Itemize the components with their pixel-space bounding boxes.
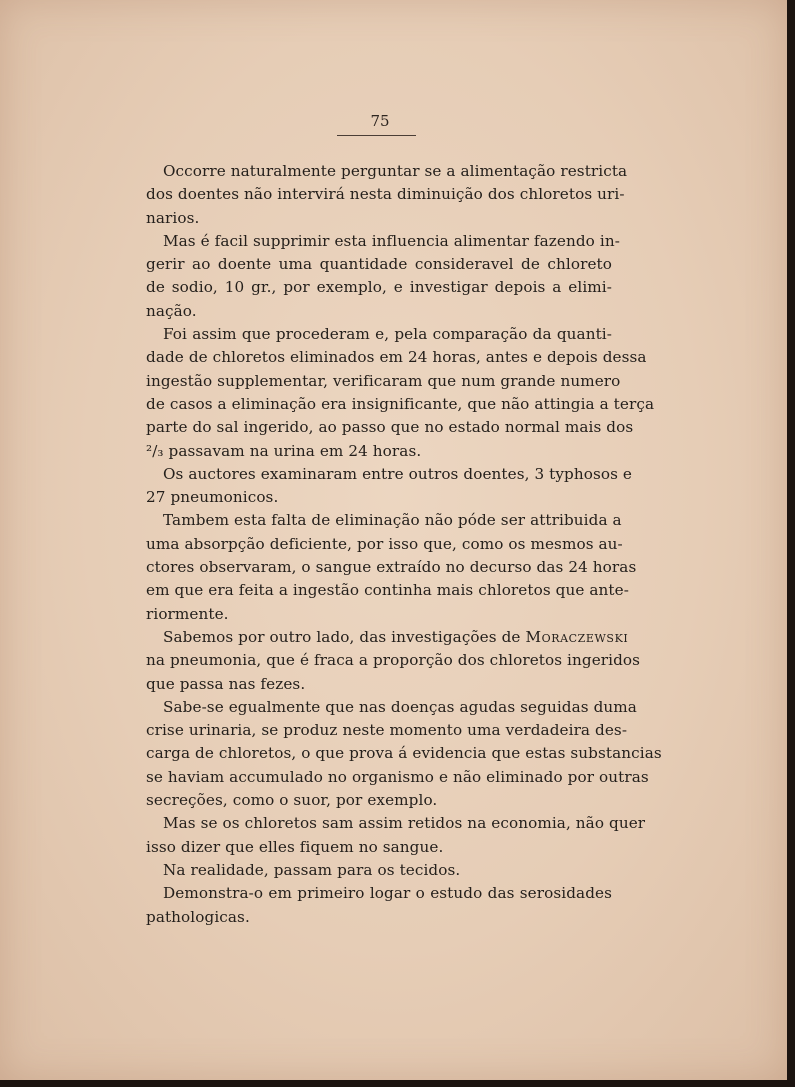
paragraph — [146, 230, 620, 323]
text-line: uma absorpção deficiente, por isso que, como os mesmos au- — [146, 534, 623, 553]
body-text — [146, 160, 662, 929]
text-line: se haviam accumulado no organismo e não eliminado por outras — [146, 767, 649, 786]
text-line — [146, 626, 629, 649]
text-line: ingestão supplementar, verificaram que num grande numero — [146, 371, 621, 390]
text-line: que passa nas fezes. — [146, 674, 306, 693]
text-line: Tambem esta falta de eliminação não póde ser attribuida a — [163, 511, 622, 530]
text-line: dade de chloretos eliminados em 24 horas, antes e depois dessa — [146, 348, 647, 367]
text-line: Sabe-se egualmente que nas doenças agudas seguidas duma — [163, 697, 637, 716]
text-line: Foi assim que procederam e, pela comparação da quanti- — [163, 325, 612, 344]
text-line: ²/₃ passavam na urina em 24 horas. — [146, 441, 422, 460]
text-line: de casos a eliminação era insignificante, que não attingia a terça — [146, 394, 655, 413]
text-line: gerir ao doente uma quantidade consideravel de chloreto — [146, 255, 612, 274]
paragraph — [146, 323, 655, 463]
paragraph — [146, 859, 612, 882]
text-line: ctores observaram, o sangue extraído no decurso das 24 horas — [146, 558, 637, 577]
paragraph — [146, 696, 662, 812]
paragraph — [146, 882, 612, 929]
paragraph — [146, 160, 628, 230]
text-line: narios. — [146, 208, 200, 227]
author-name: Moraczewski — [525, 627, 629, 646]
text-line: crise urinaria, se produz neste momento uma verdadeira des- — [146, 721, 628, 740]
text-line: em que era feita a ingestão continha mais chloretos que ante- — [146, 581, 629, 600]
text-line: de sodio, 10 gr., por exemplo, e investigar depois a elimi- — [146, 278, 612, 297]
paragraph — [146, 463, 633, 510]
paragraph — [146, 509, 637, 625]
text-line: nação. — [146, 301, 197, 320]
text-line: dos doentes não intervirá nesta diminuição dos chloretos uri- — [146, 185, 625, 204]
text-line: pathologicas. — [146, 907, 250, 926]
page-number: 75 — [370, 112, 390, 130]
text-fragment: Sabemos por outro lado, das investigações de — [163, 627, 521, 646]
text-line: carga de chloretos, o que prova á evidencia que estas substancias — [146, 744, 662, 763]
paragraph — [146, 812, 646, 859]
text-line: Mas se os chloretos sam assim retidos na economia, não quer — [163, 814, 646, 833]
text-line: secreções, como o suor, por exemplo. — [146, 791, 438, 810]
text-line: na pneumonia, que é fraca a proporção dos chloretos ingeridos — [146, 651, 641, 670]
text-line: Na realidade, passam para os tecidos. — [163, 860, 461, 879]
text-line: Demonstra-o em primeiro logar o estudo das serosidades — [163, 884, 612, 903]
text-line: riormente. — [146, 604, 229, 623]
text-line: parte do sal ingerido, ao passo que no estado normal mais dos — [146, 418, 634, 437]
text-line: Occorre naturalmente perguntar se a alimentação restricta — [163, 162, 628, 180]
text-line: isso dizer que elles fiquem no sangue. — [146, 837, 444, 856]
paragraph — [146, 626, 641, 696]
text-line: Mas é facil supprimir esta influencia alimentar fazendo in- — [163, 231, 620, 250]
text-line: Os auctores examinaram entre outros doentes, 3 typhosos e — [163, 464, 633, 483]
header-rule — [337, 135, 416, 136]
text-line: 27 pneumonicos. — [146, 488, 279, 507]
